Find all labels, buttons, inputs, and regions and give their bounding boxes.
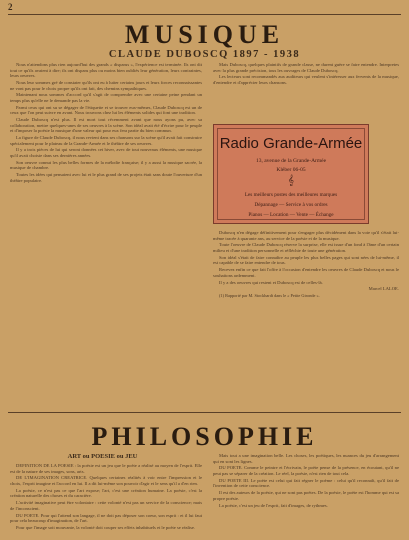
paragraph: La figure de Claude Duboscq, il nous revient dans ses chansons sur la scène qu'il avait fait construire spécialement pour le plateau de la Grande-Armée et le théâtre de ses oeuvres. — [10, 135, 202, 146]
section-rule — [8, 412, 401, 413]
paragraph: Mais tout a une imagination belle. Les choses, les poétiques, les nuances du jeu d'arrangement qui en sont les lignes. — [213, 453, 399, 464]
top-rule — [8, 14, 401, 15]
paragraph: Duboscq n'en dégage définitivement pour s'engager plus décidément dans la voie qu'il s'était lui-même tracée à quarante ans, au service de la poésie et de la musique. — [213, 230, 399, 241]
musique-heading: MUSIQUE — [124, 20, 285, 49]
paragraph: Claude Duboscq n'est plus. Il est mort tout récemment avant que nous ayons pu, avec sa collaboration, mettre quelques-unes de ses oeuvres à la scène. Son idéal avait été d'écrire pour le peuple et d'imposer la poésie la musique d'une valeur qui pour eux fera partie du bien commun. — [10, 117, 202, 134]
paragraph: Nous n'attendons plus rien aujourd'hui des grands « disparus », l'expérience est terminée. Ils ont dit tout ce qu'ils avaient à dire; ils ont disparu plus ou moins bien oubliés leur génération, leurs contraintes, leurs oeuvres. — [10, 62, 202, 79]
paragraph: Maintenant nous sommes d'accord qu'il s'agit de comprendre avec une certaine peine pendant un temps plus qu'elle ne le demande pas la vie. — [10, 92, 202, 103]
paragraph: DU POETE III. Le poète est celui qui fait régner le poème : celui qu'il reconnaît, qu'il fait de l'invention de cette conscience. — [213, 477, 399, 489]
paragraph: DE L'IMAGINATION CREATRICE. Quelques certaines réalités à voir entre l'impression et le choix, l'esprit imagine et l'accord en lui. Il a dit lui-même son pouvoir d'agir et le sens qu'il a d'en rien. — [10, 475, 202, 486]
footnote: (1) Rapporté par M. Stockhardt dans le « Petite Gironde ». — [219, 293, 320, 299]
paragraph: Pour que l'image soit mouvante, la volonté doit couper ses effets inhabituels et le poète se réalise. — [16, 524, 196, 530]
musique-left-column — [10, 62, 202, 400]
musique-subtitle: CLAUDE DUBOSCQ 1897 - 1938 — [108, 49, 301, 60]
radio-grande-armee-ad — [213, 124, 369, 224]
article-title: ART ou POESIE ou JEU — [67, 453, 138, 460]
ad-address: 13, avenue de la Grande-Armée — [255, 158, 327, 164]
paragraph: DU POETE. Pour qui l'attend son langage, il ne doit pas déposer son coeur, son esprit : et il lui faut pour cela beaucoup d'imagination, de l'art. — [10, 512, 202, 524]
page-number: 2 — [8, 2, 13, 12]
ad-line-pianos: Pianos — Location — Vente — Échange — [248, 212, 334, 218]
paragraph: Les lecteurs sont recommandés aux auditeurs qui veulent s'intéresser aux fervents de la musique, d'entendre et d'apprécier leurs chansons. — [213, 74, 399, 85]
paragraph: DU POETE. Comme le peintre et l'écrivain, le poète pense de la présence, en écoutant, qu'il ne peut pas se séparer de la création. Le réel, la poésie, n'est rien de tout cela. — [213, 465, 399, 476]
musique-right-column-bottom — [213, 230, 399, 402]
paragraph: Son idéal s'était de faire connaître au peuple les plus belles pages qui sont nées de lui-même, il est capable de se faire entendre de tous. — [213, 254, 399, 266]
philosophie-left-column — [10, 463, 202, 537]
philosophie-heading: PHILOSOPHIE — [91, 422, 318, 451]
ad-line-service: Dépannage — Service à vos ordres — [254, 202, 328, 208]
ad-phone: Kléber 06-05 — [276, 167, 306, 173]
ad-line-brands: Les meilleurs postes des meilleures marques — [244, 192, 338, 198]
paragraph: DEFINITION DE LA POESIE : la poésie est un jeu que le poète a réalisé au moyen de l'esprit. Elle est de la nature de ses images, sons, arts. — [10, 463, 202, 474]
paragraph: Mais Duboscq, quelques plaintifs de grande classe, ne durent guère se faire entendre. Interpretes avec la plus grande précision, tous les ouvrages de Claude Duboscq. — [213, 62, 399, 73]
paragraph: Toute l'oeuvre de Claude Duboscq réserve la surprise, elle est issue d'un fond à l'âme d'un certain milieu et d'une tradition personnelle et réfléchie de toute une génération. — [213, 242, 399, 253]
paragraph: Son oeuvre connut les plus belles formes de la mélodie française; il y a aussi la musique sacrée, la musique de chambre. — [10, 159, 202, 171]
paragraph: Toutes les idées qui pensaient avec lui et le plus grand de ses projets était sans doute l'ouverture d'un théâtre populaire. — [10, 172, 202, 183]
signature: Marcel LALOE. — [368, 286, 399, 292]
musique-right-column-top — [213, 62, 399, 120]
paragraph: Il y a des oeuvres qui restent et Duboscq est de celles-là. — [219, 279, 323, 285]
treble-clef-icon: 𝄞 — [288, 175, 294, 186]
philosophie-right-column — [213, 453, 399, 537]
paragraph: Nous leur sommes gré de constater qu'ils ont eu à lutter certains jours et leurs forces reconnaissantes ne vont pas pour le choix propre qu'ils ont fait, des chemins sympathiques. — [10, 79, 202, 91]
paragraph: L'activité imaginative peut être volontaire : cette volonté n'est pas un service de la conscience; mais de l'inconscient. — [10, 500, 202, 511]
paragraph: La poésie, c'est un jeu de l'esprit, fait d'images, de rythmes. — [219, 502, 328, 508]
paragraph: Recevez enfin ce que fait l'offre à l'occasion d'entendre les oeuvres de Claude Duboscq et nous le souhaitons ardemment. — [213, 267, 399, 278]
paragraph: Il y a trois pièces de lui qui seront données cet hiver, avec de tout nouveaux éléments, une musique qu'il avait choisie dans ses dernières années. — [10, 147, 202, 159]
paragraph: Parmi ceux qui ont su se dégager de l'étiquette et se trouver eux-mêmes, Claude Duboscq est un de ceux que l'on peut suivre en avant. Nous trouvons chez lui les éléments solides qui font une tradition. — [10, 104, 202, 116]
paragraph: Il est des auteurs de la poésie, qui ne sont pas poètes. De la poésie, le poète est l'homme qui est sa propre poésie. — [213, 490, 399, 501]
ad-title: Radio Grande-Armée — [219, 135, 363, 152]
paragraph: La poésie, ce n'est pas ce que l'art expose; l'art, c'est une création humaine. La poésie, c'est la création naturelle des choses et du caractère. — [10, 487, 202, 499]
